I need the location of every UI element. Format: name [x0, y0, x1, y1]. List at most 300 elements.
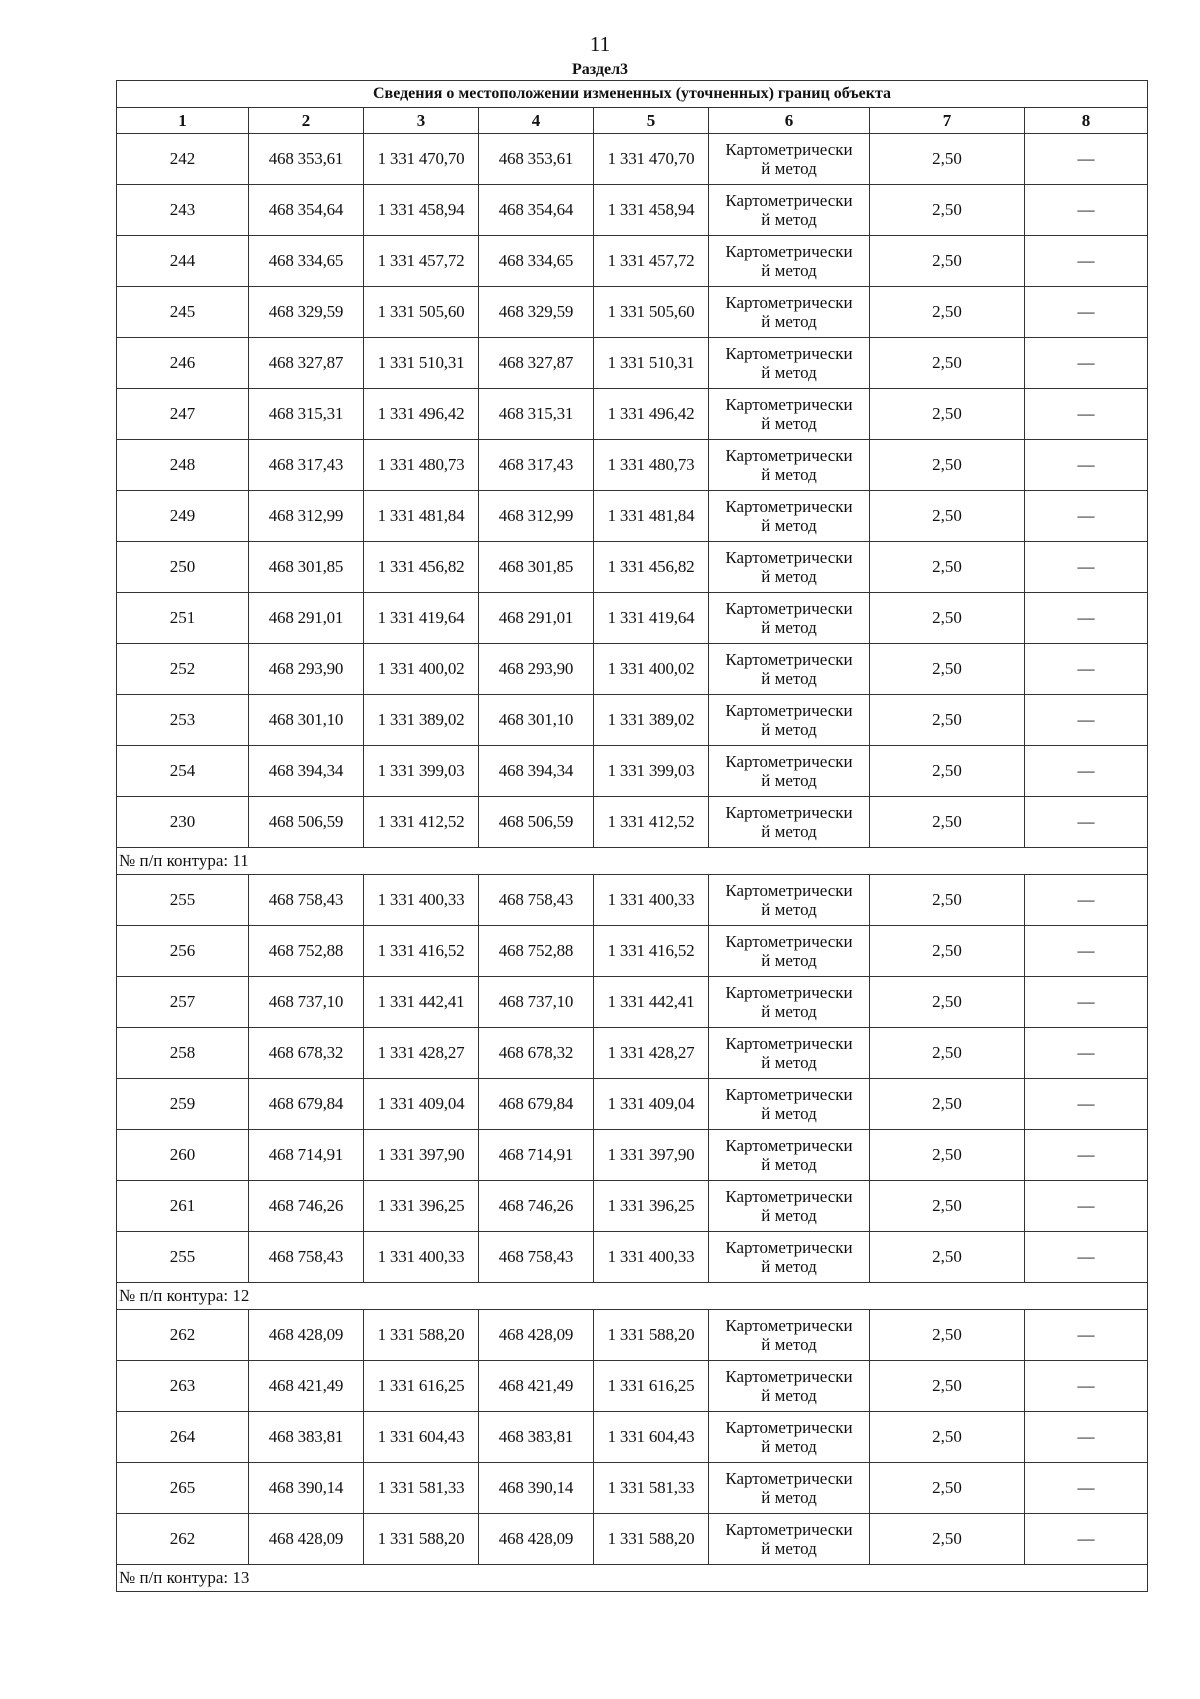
description-cell: —	[1025, 875, 1148, 926]
x-coordinate-cell: 468 737,10	[249, 977, 364, 1028]
table-row	[117, 746, 1148, 797]
method-line-1: Картометрически	[725, 1238, 853, 1257]
y-coordinate-cell: 1 331 458,94	[594, 185, 709, 236]
description-cell: —	[1025, 797, 1148, 848]
y-coordinate-cell: 1 331 510,31	[364, 338, 479, 389]
method-line-2: й метод	[761, 414, 817, 433]
method-line-2: й метод	[761, 951, 817, 970]
description-cell: —	[1025, 1079, 1148, 1130]
method-line-1: Картометрически	[725, 1136, 853, 1155]
point-number-cell: 265	[117, 1463, 249, 1514]
x-coordinate-cell: 468 291,01	[479, 593, 594, 644]
point-number-cell: 255	[117, 875, 249, 926]
method-line-1: Картометрически	[725, 650, 853, 669]
y-coordinate-cell: 1 331 581,33	[364, 1463, 479, 1514]
x-coordinate-cell: 468 327,87	[249, 338, 364, 389]
method-cell	[709, 1361, 870, 1412]
method-line-1: Картометрически	[725, 932, 853, 951]
y-coordinate-cell: 1 331 416,52	[364, 926, 479, 977]
x-coordinate-cell: 468 383,81	[479, 1412, 594, 1463]
method-line-1: Картометрически	[725, 1316, 853, 1335]
method-line-1: Картометрически	[725, 344, 853, 363]
table-row	[117, 1412, 1148, 1463]
table-row	[117, 542, 1148, 593]
table-row	[117, 1181, 1148, 1232]
x-coordinate-cell: 468 334,65	[249, 236, 364, 287]
accuracy-cell: 2,50	[870, 593, 1025, 644]
point-number-cell: 242	[117, 134, 249, 185]
x-coordinate-cell: 468 291,01	[249, 593, 364, 644]
accuracy-cell: 2,50	[870, 1181, 1025, 1232]
table-row	[117, 977, 1148, 1028]
column-header: 6	[709, 108, 870, 134]
description-cell: —	[1025, 1514, 1148, 1565]
y-coordinate-cell: 1 331 588,20	[594, 1514, 709, 1565]
method-line-1: Картометрически	[725, 1034, 853, 1053]
x-coordinate-cell: 468 301,85	[249, 542, 364, 593]
method-line-2: й метод	[761, 363, 817, 382]
accuracy-cell: 2,50	[870, 542, 1025, 593]
x-coordinate-cell: 468 752,88	[249, 926, 364, 977]
column-header: 5	[594, 108, 709, 134]
method-line-1: Картометрически	[725, 701, 853, 720]
column-header: 3	[364, 108, 479, 134]
method-cell	[709, 134, 870, 185]
table-row	[117, 134, 1148, 185]
y-coordinate-cell: 1 331 496,42	[364, 389, 479, 440]
method-line-2: й метод	[761, 1437, 817, 1456]
y-coordinate-cell: 1 331 480,73	[594, 440, 709, 491]
y-coordinate-cell: 1 331 505,60	[364, 287, 479, 338]
x-coordinate-cell: 468 394,34	[249, 746, 364, 797]
table-caption: Сведения о местоположении измененных (уточненных) границ объекта	[117, 81, 1148, 108]
table-row	[117, 926, 1148, 977]
x-coordinate-cell: 468 293,90	[249, 644, 364, 695]
y-coordinate-cell: 1 331 588,20	[364, 1310, 479, 1361]
x-coordinate-cell: 468 301,10	[479, 695, 594, 746]
x-coordinate-cell: 468 315,31	[249, 389, 364, 440]
table-row	[117, 1232, 1148, 1283]
y-coordinate-cell: 1 331 581,33	[594, 1463, 709, 1514]
method-line-1: Картометрически	[725, 881, 853, 900]
section-title: Раздел3	[571, 61, 629, 78]
y-coordinate-cell: 1 331 428,27	[364, 1028, 479, 1079]
accuracy-cell: 2,50	[870, 185, 1025, 236]
description-cell: —	[1025, 1310, 1148, 1361]
point-number-cell: 252	[117, 644, 249, 695]
y-coordinate-cell: 1 331 588,20	[364, 1514, 479, 1565]
method-line-2: й метод	[761, 1257, 817, 1276]
x-coordinate-cell: 468 679,84	[249, 1079, 364, 1130]
point-number-cell: 257	[117, 977, 249, 1028]
x-coordinate-cell: 468 301,10	[249, 695, 364, 746]
accuracy-cell: 2,50	[870, 338, 1025, 389]
y-coordinate-cell: 1 331 481,84	[364, 491, 479, 542]
point-number-cell: 251	[117, 593, 249, 644]
contour-label: № п/п контура: 11	[117, 848, 1148, 875]
x-coordinate-cell: 468 428,09	[479, 1310, 594, 1361]
x-coordinate-cell: 468 317,43	[479, 440, 594, 491]
y-coordinate-cell: 1 331 389,02	[594, 695, 709, 746]
method-cell	[709, 440, 870, 491]
point-number-cell: 248	[117, 440, 249, 491]
y-coordinate-cell: 1 331 400,33	[364, 1232, 479, 1283]
table-row	[117, 797, 1148, 848]
description-cell: —	[1025, 1463, 1148, 1514]
y-coordinate-cell: 1 331 470,70	[364, 134, 479, 185]
method-cell	[709, 1028, 870, 1079]
column-header: 8	[1025, 108, 1148, 134]
accuracy-cell: 2,50	[870, 695, 1025, 746]
y-coordinate-cell: 1 331 419,64	[364, 593, 479, 644]
y-coordinate-cell: 1 331 456,82	[364, 542, 479, 593]
x-coordinate-cell: 468 334,65	[479, 236, 594, 287]
point-number-cell: 245	[117, 287, 249, 338]
method-cell	[709, 977, 870, 1028]
method-line-2: й метод	[761, 1335, 817, 1354]
method-line-2: й метод	[761, 771, 817, 790]
method-cell	[709, 593, 870, 644]
x-coordinate-cell: 468 317,43	[249, 440, 364, 491]
x-coordinate-cell: 468 390,14	[249, 1463, 364, 1514]
accuracy-cell: 2,50	[870, 287, 1025, 338]
y-coordinate-cell: 1 331 409,04	[594, 1079, 709, 1130]
point-number-cell: 250	[117, 542, 249, 593]
description-cell: —	[1025, 1028, 1148, 1079]
table-row	[117, 491, 1148, 542]
x-coordinate-cell: 468 758,43	[479, 875, 594, 926]
x-coordinate-cell: 468 390,14	[479, 1463, 594, 1514]
table-row	[117, 1028, 1148, 1079]
table-row	[117, 1130, 1148, 1181]
accuracy-cell: 2,50	[870, 491, 1025, 542]
accuracy-cell: 2,50	[870, 389, 1025, 440]
y-coordinate-cell: 1 331 588,20	[594, 1310, 709, 1361]
method-line-2: й метод	[761, 1539, 817, 1558]
method-line-2: й метод	[761, 669, 817, 688]
accuracy-cell: 2,50	[870, 797, 1025, 848]
y-coordinate-cell: 1 331 399,03	[594, 746, 709, 797]
method-line-1: Картометрически	[725, 395, 853, 414]
method-cell	[709, 1130, 870, 1181]
description-cell: —	[1025, 1130, 1148, 1181]
description-cell: —	[1025, 338, 1148, 389]
table-body	[117, 134, 1148, 1592]
x-coordinate-cell: 468 354,64	[249, 185, 364, 236]
y-coordinate-cell: 1 331 428,27	[594, 1028, 709, 1079]
page-number: 11	[589, 32, 611, 56]
y-coordinate-cell: 1 331 416,52	[594, 926, 709, 977]
x-coordinate-cell: 468 383,81	[249, 1412, 364, 1463]
y-coordinate-cell: 1 331 456,82	[594, 542, 709, 593]
method-line-2: й метод	[761, 1386, 817, 1405]
method-line-1: Картометрически	[725, 599, 853, 618]
contour-label: № п/п контура: 12	[117, 1283, 1148, 1310]
y-coordinate-cell: 1 331 397,90	[364, 1130, 479, 1181]
method-line-1: Картометрически	[725, 191, 853, 210]
y-coordinate-cell: 1 331 604,43	[364, 1412, 479, 1463]
method-line-1: Картометрически	[725, 140, 853, 159]
method-cell	[709, 1463, 870, 1514]
description-cell: —	[1025, 926, 1148, 977]
table-row	[117, 1079, 1148, 1130]
x-coordinate-cell: 468 428,09	[249, 1310, 364, 1361]
method-line-1: Картометрически	[725, 803, 853, 822]
method-cell	[709, 287, 870, 338]
column-header: 7	[870, 108, 1025, 134]
point-number-cell: 264	[117, 1412, 249, 1463]
point-number-cell: 259	[117, 1079, 249, 1130]
method-cell	[709, 542, 870, 593]
description-cell: —	[1025, 746, 1148, 797]
x-coordinate-cell: 468 394,34	[479, 746, 594, 797]
accuracy-cell: 2,50	[870, 875, 1025, 926]
method-cell	[709, 644, 870, 695]
description-cell: —	[1025, 1412, 1148, 1463]
y-coordinate-cell: 1 331 396,25	[594, 1181, 709, 1232]
description-cell: —	[1025, 977, 1148, 1028]
contour-label: № п/п контура: 13	[117, 1565, 1148, 1592]
table-row	[117, 593, 1148, 644]
contour-row	[117, 848, 1148, 875]
accuracy-cell: 2,50	[870, 926, 1025, 977]
method-cell	[709, 1181, 870, 1232]
method-cell	[709, 797, 870, 848]
table-row	[117, 287, 1148, 338]
method-line-1: Картометрически	[725, 752, 853, 771]
description-cell: —	[1025, 1181, 1148, 1232]
y-coordinate-cell: 1 331 419,64	[594, 593, 709, 644]
column-header-row	[117, 108, 1148, 134]
x-coordinate-cell: 468 329,59	[249, 287, 364, 338]
x-coordinate-cell: 468 421,49	[479, 1361, 594, 1412]
method-line-2: й метод	[761, 567, 817, 586]
method-line-1: Картометрически	[725, 1085, 853, 1104]
x-coordinate-cell: 468 506,59	[479, 797, 594, 848]
point-number-cell: 243	[117, 185, 249, 236]
method-cell	[709, 1412, 870, 1463]
description-cell: —	[1025, 236, 1148, 287]
accuracy-cell: 2,50	[870, 644, 1025, 695]
x-coordinate-cell: 468 758,43	[249, 1232, 364, 1283]
y-coordinate-cell: 1 331 457,72	[594, 236, 709, 287]
y-coordinate-cell: 1 331 400,02	[594, 644, 709, 695]
point-number-cell: 256	[117, 926, 249, 977]
method-line-2: й метод	[761, 312, 817, 331]
point-number-cell: 258	[117, 1028, 249, 1079]
method-cell	[709, 338, 870, 389]
x-coordinate-cell: 468 428,09	[249, 1514, 364, 1565]
accuracy-cell: 2,50	[870, 236, 1025, 287]
x-coordinate-cell: 468 327,87	[479, 338, 594, 389]
method-line-1: Картометрически	[725, 497, 853, 516]
method-line-1: Картометрически	[725, 1520, 853, 1539]
description-cell: —	[1025, 389, 1148, 440]
y-coordinate-cell: 1 331 389,02	[364, 695, 479, 746]
x-coordinate-cell: 468 758,43	[479, 1232, 594, 1283]
x-coordinate-cell: 468 312,99	[249, 491, 364, 542]
y-coordinate-cell: 1 331 458,94	[364, 185, 479, 236]
y-coordinate-cell: 1 331 481,84	[594, 491, 709, 542]
x-coordinate-cell: 468 312,99	[479, 491, 594, 542]
point-number-cell: 260	[117, 1130, 249, 1181]
description-cell: —	[1025, 644, 1148, 695]
method-cell	[709, 695, 870, 746]
x-coordinate-cell: 468 329,59	[479, 287, 594, 338]
y-coordinate-cell: 1 331 616,25	[364, 1361, 479, 1412]
table-row	[117, 185, 1148, 236]
method-line-2: й метод	[761, 1104, 817, 1123]
x-coordinate-cell: 468 714,91	[249, 1130, 364, 1181]
x-coordinate-cell: 468 714,91	[479, 1130, 594, 1181]
accuracy-cell: 2,50	[870, 1028, 1025, 1079]
y-coordinate-cell: 1 331 442,41	[364, 977, 479, 1028]
table-row	[117, 338, 1148, 389]
method-line-2: й метод	[761, 900, 817, 919]
point-number-cell: 230	[117, 797, 249, 848]
y-coordinate-cell: 1 331 409,04	[364, 1079, 479, 1130]
y-coordinate-cell: 1 331 400,33	[594, 1232, 709, 1283]
accuracy-cell: 2,50	[870, 134, 1025, 185]
y-coordinate-cell: 1 331 396,25	[364, 1181, 479, 1232]
point-number-cell: 261	[117, 1181, 249, 1232]
method-line-2: й метод	[761, 159, 817, 178]
method-line-2: й метод	[761, 261, 817, 280]
y-coordinate-cell: 1 331 399,03	[364, 746, 479, 797]
accuracy-cell: 2,50	[870, 1079, 1025, 1130]
method-line-1: Картометрически	[725, 1187, 853, 1206]
method-line-2: й метод	[761, 210, 817, 229]
y-coordinate-cell: 1 331 604,43	[594, 1412, 709, 1463]
column-header: 2	[249, 108, 364, 134]
coordinates-table	[116, 80, 1148, 1592]
method-cell	[709, 1232, 870, 1283]
description-cell: —	[1025, 185, 1148, 236]
description-cell: —	[1025, 491, 1148, 542]
method-line-2: й метод	[761, 618, 817, 637]
y-coordinate-cell: 1 331 470,70	[594, 134, 709, 185]
y-coordinate-cell: 1 331 412,52	[594, 797, 709, 848]
point-number-cell: 246	[117, 338, 249, 389]
method-line-1: Картометрически	[725, 446, 853, 465]
method-line-1: Картометрически	[725, 293, 853, 312]
table-row	[117, 389, 1148, 440]
point-number-cell: 253	[117, 695, 249, 746]
contour-row	[117, 1565, 1148, 1592]
x-coordinate-cell: 468 679,84	[479, 1079, 594, 1130]
method-line-2: й метод	[761, 1206, 817, 1225]
point-number-cell: 262	[117, 1514, 249, 1565]
method-line-1: Картометрически	[725, 1469, 853, 1488]
point-number-cell: 247	[117, 389, 249, 440]
description-cell: —	[1025, 1232, 1148, 1283]
point-number-cell: 255	[117, 1232, 249, 1283]
method-cell	[709, 926, 870, 977]
y-coordinate-cell: 1 331 480,73	[364, 440, 479, 491]
point-number-cell: 262	[117, 1310, 249, 1361]
x-coordinate-cell: 468 428,09	[479, 1514, 594, 1565]
x-coordinate-cell: 468 293,90	[479, 644, 594, 695]
table-row	[117, 875, 1148, 926]
x-coordinate-cell: 468 353,61	[249, 134, 364, 185]
y-coordinate-cell: 1 331 616,25	[594, 1361, 709, 1412]
accuracy-cell: 2,50	[870, 440, 1025, 491]
method-line-2: й метод	[761, 822, 817, 841]
x-coordinate-cell: 468 315,31	[479, 389, 594, 440]
method-cell	[709, 1310, 870, 1361]
x-coordinate-cell: 468 737,10	[479, 977, 594, 1028]
table-row	[117, 1514, 1148, 1565]
x-coordinate-cell: 468 421,49	[249, 1361, 364, 1412]
point-number-cell: 244	[117, 236, 249, 287]
y-coordinate-cell: 1 331 400,02	[364, 644, 479, 695]
accuracy-cell: 2,50	[870, 1310, 1025, 1361]
table-row	[117, 644, 1148, 695]
table-row	[117, 1310, 1148, 1361]
y-coordinate-cell: 1 331 412,52	[364, 797, 479, 848]
method-line-1: Картометрически	[725, 1418, 853, 1437]
x-coordinate-cell: 468 752,88	[479, 926, 594, 977]
column-header: 1	[117, 108, 249, 134]
method-line-2: й метод	[761, 720, 817, 739]
x-coordinate-cell: 468 678,32	[479, 1028, 594, 1079]
method-line-2: й метод	[761, 516, 817, 535]
table-row	[117, 1361, 1148, 1412]
accuracy-cell: 2,50	[870, 1130, 1025, 1181]
y-coordinate-cell: 1 331 505,60	[594, 287, 709, 338]
description-cell: —	[1025, 440, 1148, 491]
accuracy-cell: 2,50	[870, 746, 1025, 797]
method-cell	[709, 875, 870, 926]
x-coordinate-cell: 468 354,64	[479, 185, 594, 236]
method-line-2: й метод	[761, 1155, 817, 1174]
y-coordinate-cell: 1 331 496,42	[594, 389, 709, 440]
method-cell	[709, 1079, 870, 1130]
method-line-1: Картометрически	[725, 548, 853, 567]
point-number-cell: 263	[117, 1361, 249, 1412]
y-coordinate-cell: 1 331 510,31	[594, 338, 709, 389]
method-line-2: й метод	[761, 1002, 817, 1021]
x-coordinate-cell: 468 746,26	[479, 1181, 594, 1232]
x-coordinate-cell: 468 506,59	[249, 797, 364, 848]
y-coordinate-cell: 1 331 400,33	[364, 875, 479, 926]
point-number-cell: 249	[117, 491, 249, 542]
description-cell: —	[1025, 695, 1148, 746]
description-cell: —	[1025, 134, 1148, 185]
table-row	[117, 1463, 1148, 1514]
column-header: 4	[479, 108, 594, 134]
table-row	[117, 440, 1148, 491]
x-coordinate-cell: 468 678,32	[249, 1028, 364, 1079]
accuracy-cell: 2,50	[870, 1232, 1025, 1283]
y-coordinate-cell: 1 331 397,90	[594, 1130, 709, 1181]
description-cell: —	[1025, 1361, 1148, 1412]
description-cell: —	[1025, 593, 1148, 644]
method-line-2: й метод	[761, 1488, 817, 1507]
method-line-2: й метод	[761, 1053, 817, 1072]
method-line-1: Картометрически	[725, 242, 853, 261]
x-coordinate-cell: 468 353,61	[479, 134, 594, 185]
method-cell	[709, 389, 870, 440]
x-coordinate-cell: 468 758,43	[249, 875, 364, 926]
description-cell: —	[1025, 542, 1148, 593]
accuracy-cell: 2,50	[870, 1463, 1025, 1514]
method-line-1: Картометрически	[725, 983, 853, 1002]
method-line-1: Картометрически	[725, 1367, 853, 1386]
method-cell	[709, 746, 870, 797]
accuracy-cell: 2,50	[870, 1412, 1025, 1463]
method-line-2: й метод	[761, 465, 817, 484]
